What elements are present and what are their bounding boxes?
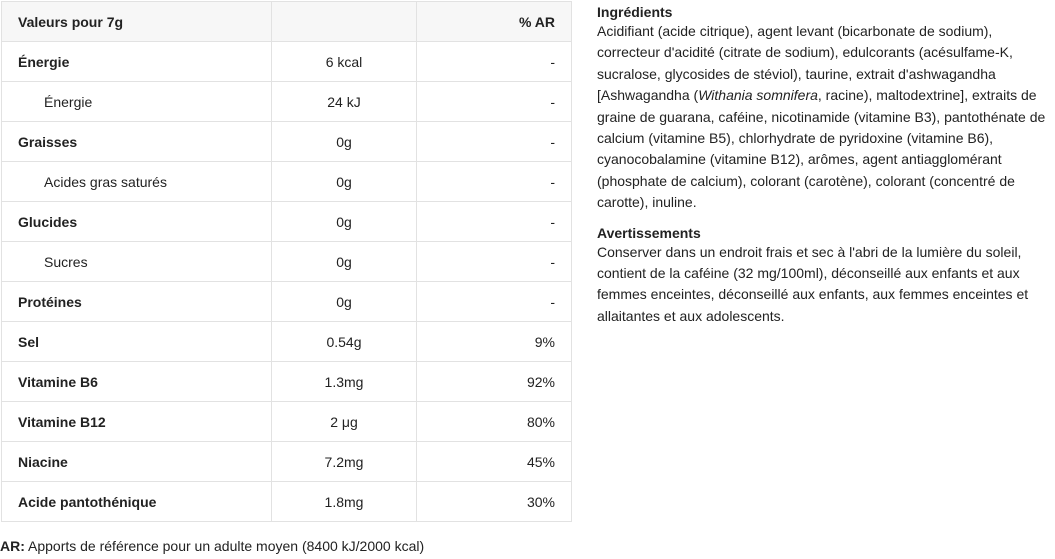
nutrition-row	[2, 202, 572, 242]
nutrient-reference-intake: -	[417, 282, 572, 322]
ingredients-text-part2: , racine), maltodextrine], extraits de graine de guarana, caféine, nicotinamide (vitamine B3), pantothénate de calcium (vitamine B5), chlorhydrate de pyridoxine (vitamine B6), cyanocobalamine (vitamine B12), arômes, agent antiagglomérant (phosphate de calcium), colorant (carotène), colorant (concentré de carotte), inuline.	[597, 87, 1046, 211]
footnote-label: AR:	[0, 538, 25, 554]
nutrient-quantity: 0.54g	[272, 322, 417, 362]
nutrient-quantity: 0g	[272, 122, 417, 162]
nutrition-row	[2, 242, 572, 282]
nutrition-row	[2, 322, 572, 362]
nutrition-row	[2, 162, 572, 202]
nutrient-quantity: 0g	[272, 162, 417, 202]
nutrition-row	[2, 482, 572, 522]
ingredients-text-latin-name: Withania somnifera	[698, 87, 818, 104]
product-info	[597, 3, 1051, 327]
nutrient-name: Vitamine B6	[2, 362, 272, 402]
header-serving: Valeurs pour 7g	[2, 2, 272, 42]
nutrient-quantity: 2 μg	[272, 402, 417, 442]
warnings-title: Avertissements	[597, 224, 701, 241]
nutrient-reference-intake: 92%	[417, 362, 572, 402]
nutrient-reference-intake: -	[417, 82, 572, 122]
nutrient-name: Énergie	[2, 42, 272, 82]
nutrient-reference-intake: -	[417, 122, 572, 162]
nutrient-name: Énergie	[2, 82, 272, 122]
ingredients-title: Ingrédients	[597, 4, 673, 20]
footnote-text: Apports de référence pour un adulte moyen (8400 kJ/2000 kcal)	[24, 538, 425, 554]
reference-intake-footnote	[0, 537, 424, 555]
header-reference-intake: % AR	[417, 2, 572, 42]
nutrition-row	[2, 282, 572, 322]
warnings-section	[597, 224, 1051, 328]
nutrition-table	[1, 1, 572, 522]
nutrient-reference-intake: 80%	[417, 402, 572, 442]
ingredients-section	[597, 3, 1051, 214]
ingredients-text-part1: Acidifiant (acide citrique), agent levant (bicarbonate de sodium), correcteur d'acidité (citrate de sodium), edulcorants (acésulfame-K, sucralose, glycosides de stéviol), taurine, extrait d'ashwagandha [Ashwagandha (	[597, 23, 1013, 104]
nutrition-body	[2, 42, 572, 522]
nutrient-reference-intake: 45%	[417, 442, 572, 482]
nutrient-name: Niacine	[2, 442, 272, 482]
nutrition-row	[2, 402, 572, 442]
nutrition-header-row	[2, 2, 572, 42]
nutrient-quantity: 0g	[272, 242, 417, 282]
nutrient-reference-intake: 9%	[417, 322, 572, 362]
nutrient-quantity: 6 kcal	[272, 42, 417, 82]
header-quantity	[272, 2, 417, 42]
nutrient-name: Glucides	[2, 202, 272, 242]
nutrient-quantity: 0g	[272, 282, 417, 322]
nutrition-row	[2, 362, 572, 402]
nutrition-row	[2, 42, 572, 82]
warnings-text: Conserver dans un endroit frais et sec à l'abri de la lumière du soleil, contient de la caféine (32 mg/100ml), déconseillé aux enfants et aux femmes enceintes, déconseillé aux enfants, aux femmes enceintes et allaitantes et aux adolescents.	[597, 243, 1029, 324]
nutrient-quantity: 24 kJ	[272, 82, 417, 122]
nutrient-reference-intake: -	[417, 42, 572, 82]
nutrient-reference-intake: -	[417, 242, 572, 282]
nutrient-name: Graisses	[2, 122, 272, 162]
nutrition-row	[2, 122, 572, 162]
nutrient-quantity: 1.3mg	[272, 362, 417, 402]
nutrient-name: Sel	[2, 322, 272, 362]
nutrient-name: Acide pantothénique	[2, 482, 272, 522]
nutrient-reference-intake: -	[417, 162, 572, 202]
nutrition-row	[2, 82, 572, 122]
nutrient-reference-intake: 30%	[417, 482, 572, 522]
nutrient-name: Sucres	[2, 242, 272, 282]
nutrient-quantity: 7.2mg	[272, 442, 417, 482]
nutrient-quantity: 0g	[272, 202, 417, 242]
nutrient-name: Acides gras saturés	[2, 162, 272, 202]
nutrition-row	[2, 442, 572, 482]
nutrient-quantity: 1.8mg	[272, 482, 417, 522]
nutrient-reference-intake: -	[417, 202, 572, 242]
nutrient-name: Protéines	[2, 282, 272, 322]
nutrient-name: Vitamine B12	[2, 402, 272, 442]
ingredients-text	[597, 21, 1051, 214]
